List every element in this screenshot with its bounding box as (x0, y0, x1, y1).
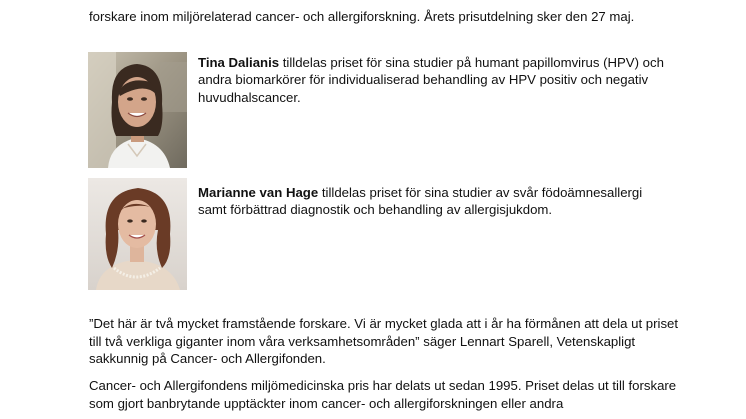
closing-paragraph: Cancer- och Allergifondens miljömedicinska pris har delats ut sedan 1995. Priset delas ut till forskare som gjort banbrytande upptäckter inom cancer- och allergiforskningen eller andra (89, 378, 677, 411)
quote-paragraph: ”Det här är två mycket framstående forskare. Vi är mycket glada att i år ha förmånen att dela ut priset till två verkliga giganter inom våra verksamhetsområden” säger Lennart Sparell, Vetenskapligt sakkunnig på Cancer- och Allergifonden. (89, 316, 679, 367)
laureate-name: Tina Dalianis (198, 55, 280, 70)
portrait-photo (88, 52, 187, 168)
laureate-name: Marianne van Hage (198, 185, 319, 200)
laureate-bio-tina-dalianis (198, 54, 668, 106)
portrait-photo (88, 178, 187, 290)
marianne-van-hage-photo (88, 178, 187, 290)
intro-paragraph (89, 0, 679, 25)
laureate-description: tilldelas priset för sina studier av svår födoämnesallergi samt förbättrad diagnostik och behandling av allergisjukdom. (198, 185, 643, 218)
cropped-line (89, 0, 679, 8)
tina-dalianis-photo (88, 52, 187, 168)
laureate-description: tilldelas priset för sina studier på humant papillomvirus (HPV) och andra biomarkörer för individualiserad behandling av HPV positiv och negativ huvudhalscancer. (198, 55, 664, 105)
intro-text: forskare inom miljörelaterad cancer- och allergiforskning. Årets prisutdelning sker den 27 maj. (89, 8, 635, 24)
laureate-bio-marianne-van-hage (198, 184, 668, 219)
